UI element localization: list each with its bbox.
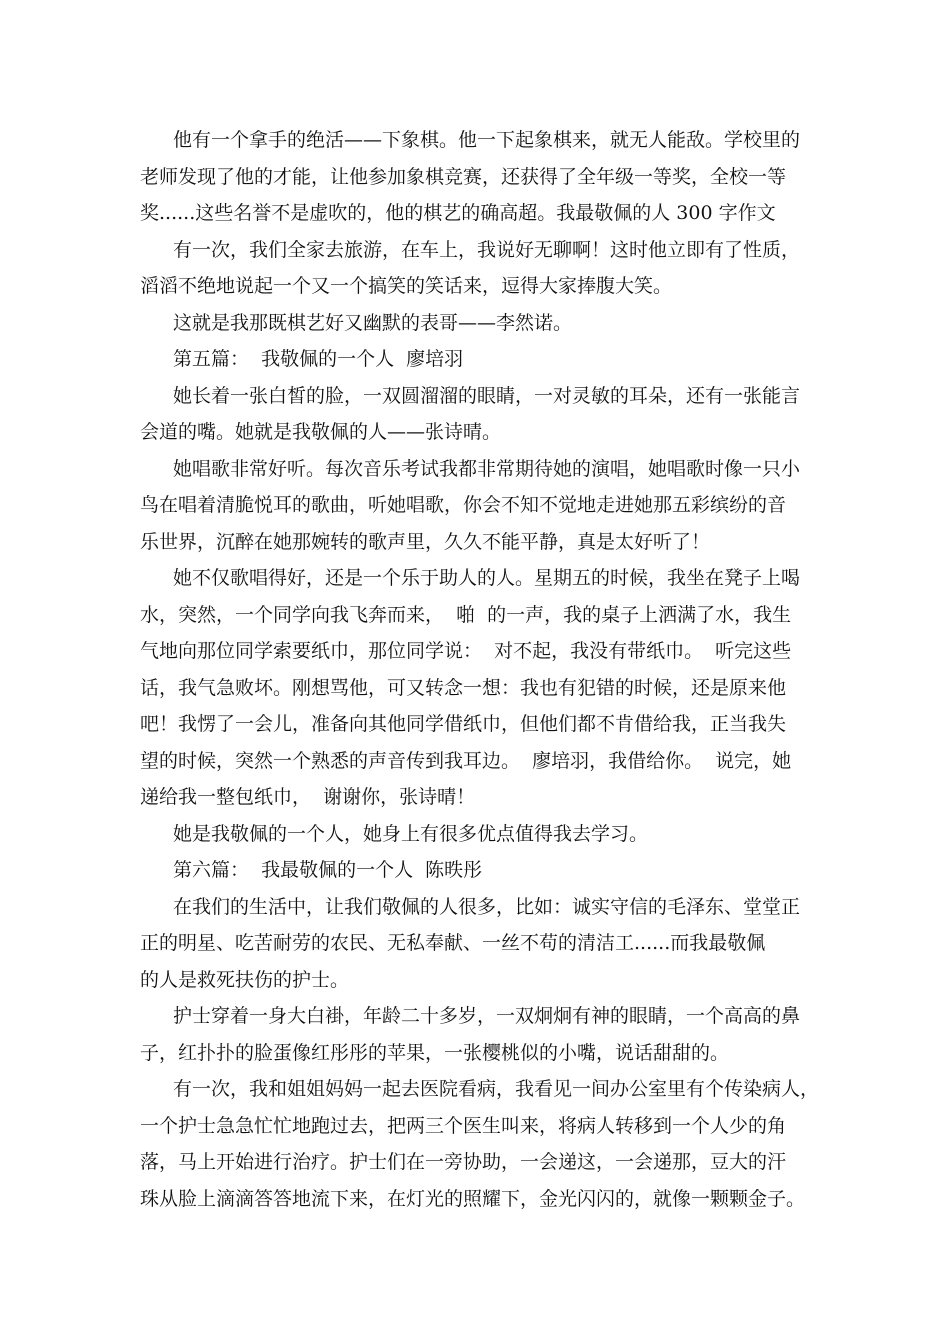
text-line: 珠从脸上滴滴答答地流下来，在灯光的照耀下，金光闪闪的，就像一颗颗金子。 (140, 1187, 806, 1210)
text-line: 水，突然，一个同学向我飞奔而来， 啪 的一声，我的桌子上洒满了水，我生 (140, 603, 792, 626)
text-line: 正的明星、吃苦耐劳的农民、无私奉献、一丝不苟的清洁工......而我最敬佩 (140, 932, 766, 954)
text-line: 她唱歌非常好听。每次音乐考试我都非常期待她的演唱，她唱歌时像一只小 (173, 457, 801, 480)
text-line: 奖......这些名誉不是虚吹的，他的棋艺的确高超。我最敬佩的人 300 字作文 (140, 202, 776, 224)
text-line: 乐世界，沉醉在她那婉转的歌声里，久久不能平静，真是太好听了！ (140, 530, 711, 553)
text-line: 这就是我那既棋艺好又幽默的表哥——李然诺。 (173, 311, 573, 334)
text-line: 滔滔不绝地说起一个又一个搞笑的笑话来，逗得大家捧腹大笑。 (140, 275, 673, 297)
text-line: 话，我气急败坏。刚想骂他，可又转念一想：我也有犯错的时候，还是原来他 (140, 676, 787, 699)
text-line: 气地向那位同学索要纸巾，那位同学说： 对不起，我没有带纸巾。 听完这些 (140, 640, 792, 662)
text-line: 的人是救死扶伤的护士。 (140, 968, 350, 991)
text-line: 有一次，我和姐姐妈妈一起去医院看病，我看见一间办公室里有个传染病人， (173, 1078, 820, 1100)
article-body (140, 122, 820, 1217)
text-line: 她不仅歌唱得好，还是一个乐于助人的人。星期五的时候，我坐在凳子上喝 (173, 567, 801, 589)
text-line: 他有一个拿手的绝活——下象棋。他一下起象棋来，就无人能敌。学校里的 (173, 129, 801, 151)
text-line: 她长着一张白皙的脸，一双圆溜溜的眼睛，一对灵敏的耳朵，还有一张能言 (173, 384, 801, 407)
text-line: 一个护士急急忙忙地跑过去，把两三个医生叫来，将病人转移到一个人少的角 (140, 1114, 787, 1137)
text-line: 递给我一整包纸巾， 谢谢你，张诗晴！ (140, 786, 476, 808)
text-line: 吧！我愣了一会儿，准备向其他同学借纸巾，但他们都不肯借给我，正当我失 (140, 713, 787, 735)
text-line: 望的时候，突然一个熟悉的声音传到我耳边。 廖培羽，我借给你。 说完，她 (140, 749, 792, 772)
text-line: 在我们的生活中，让我们敬佩的人很多，比如：诚实守信的毛泽东、堂堂正 (173, 895, 801, 918)
text-line: 子，红扑扑的脸蛋像红彤彤的苹果，一张樱桃似的小嘴，说话甜甜的。 (140, 1041, 730, 1064)
text-line: 第五篇： 我敬佩的一个人 廖培羽 (173, 348, 464, 370)
text-line: 落，马上开始进行治疗。护士们在一旁协助，一会递这，一会递那，豆大的汗 (140, 1151, 787, 1173)
text-line: 鸟在唱着清脆悦耳的歌曲，听她唱歌，你会不知不觉地走进她那五彩缤纷的音 (140, 494, 787, 516)
text-line: 护士穿着一身大白褂，年龄二十多岁，一双炯炯有神的眼睛，一个高高的鼻 (173, 1005, 801, 1027)
text-line: 老师发现了他的才能，让他参加象棋竞赛，还获得了全年级一等奖，全校一等 (140, 165, 787, 188)
text-line: 会道的嘴。她就是我敬佩的人——张诗晴。 (140, 421, 502, 443)
text-line: 她是我敬佩的一个人，她身上有很多优点值得我去学习。 (173, 822, 649, 845)
text-line: 第六篇： 我最敬佩的一个人 陈昳彤 (173, 859, 483, 881)
text-line: 有一次，我们全家去旅游，在车上，我说好无聊啊！这时他立即有了性质， (173, 238, 801, 261)
